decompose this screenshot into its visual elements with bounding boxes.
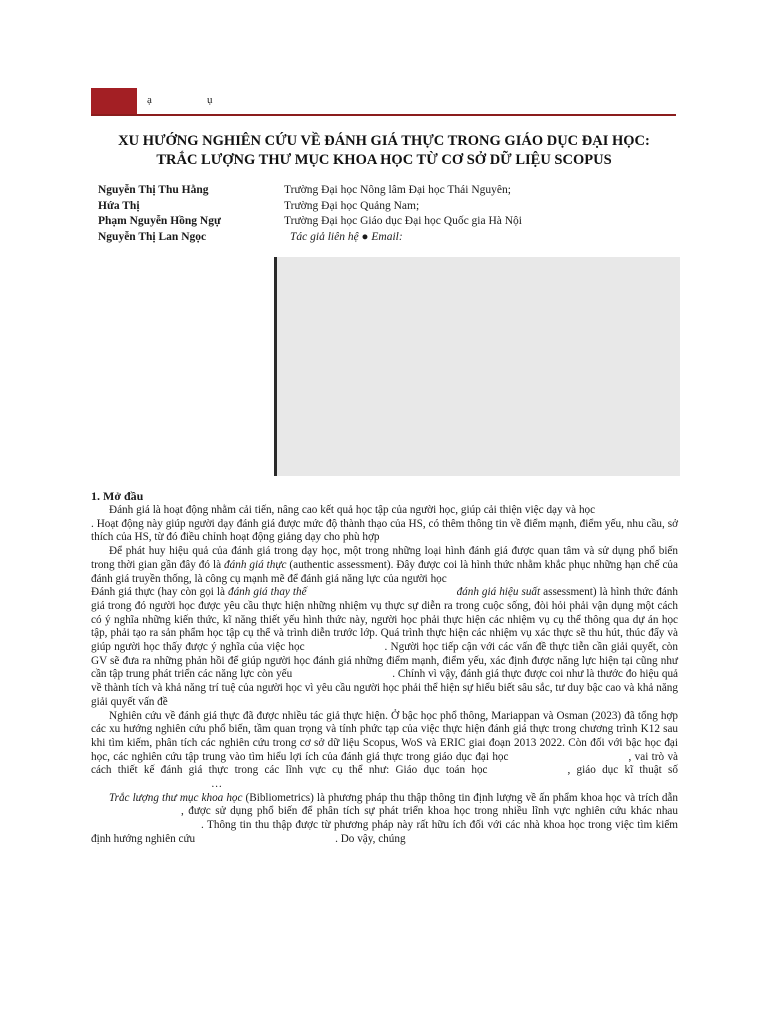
- author-names: [98, 183, 221, 245]
- article-body: [91, 504, 678, 847]
- paragraph: [91, 545, 678, 586]
- text-run: . Do vậy, chúng: [335, 832, 406, 845]
- author-name: Hứa Thị: [98, 199, 140, 212]
- text-run: hình thức này, người học phải thực hiện các nhiệm vụ cụ thể thông qua dự án học tập, phải tạo ra sản phẩm học tập cụ thể và trình diễn trước lớp. Quá trình thực hiện các nhiệm vụ xác thực sẽ thu hút, thúc đẩy và giúp người học thấy được ý nghĩa của việc học: [91, 613, 679, 654]
- author-name: Nguyễn Thị Lan Ngọc: [98, 230, 207, 243]
- section-heading: 1. Mở đầu: [91, 489, 144, 503]
- affiliation: Trường Đại học Quảng Nam;: [284, 199, 420, 212]
- text-run: . Hoạt động này giúp người dạy đánh giá được mức độ thành thạo của HS, có thêm thông tin về điểm mạnh, điểm yếu, nhu cầu, sở thích của HS, từ đó điều chỉnh hoạt động giảng dạy cho phù hợp: [91, 517, 678, 544]
- text-run: Nghiên cứu về đánh giá thực đã được nhiều tác giả thực hiện. Ở bậc học phổ thông, Mariappan và Osman (2023) đã tổng hợp các xu hướng nghiên cứu phổ biến, tầm quan trọng và tính phức tạp của việc thực hiện đánh giá thực trong chương trình K12 sau khi tìm kiếm, phân tích các nghiên cứu trong cơ sở dữ liệu Scopus, WoS và ERIC giai đoạn 2013 2022. Còn đối với bậc học đại học, các nghiên cứu tập trung vào tìm hiểu lợi ích của đánh giá thực trong giáo dục đại học: [91, 709, 678, 763]
- text-run: . Chính vì vậy, đánh giá thực được coi như là thước đo hiệu quả về thành tích và khả năng trí tuệ của người học vì yêu cầu người học phải thể hiện sự hiểu biết sâu sắc, tư duy bậc cao và khả năng giải quyết vấn đề: [91, 668, 678, 708]
- text-run: . Người học tiếp cận với các vấn đề thực tiễn cần giải quyết, còn GV sẽ đưa ra những phản hồi để giúp người học đánh giá những điểm mạnh, điểm yếu, xác định được năng lực hiện tại cũng như cần tập trung phát triển các năng lực còn yếu: [91, 641, 678, 681]
- corresponding-author-note: Tác giả liên hệ ● Email:: [290, 230, 403, 243]
- text-run: Đánh giá thực (hay còn gọi là: [91, 586, 228, 599]
- text-run: . Thông tin thu thập được từ phương pháp này rất hữu ích đối với các nhà khoa học trong việc tìm kiếm định hướng nghiên cứu: [91, 819, 678, 845]
- emphasis: đánh giá thực: [224, 558, 287, 571]
- article-title: [80, 132, 688, 170]
- title-line-2: TRẮC LƯỢNG THƯ MỤC KHOA HỌC TỪ CƠ SỞ DỮ LIỆU SCOPUS: [156, 152, 612, 168]
- text-run: (Bibliometrics) là phương pháp thu thập thông tin định lượng về ấn phẩm khoa học và trích dẫn: [242, 791, 678, 804]
- affiliation: Trường Đại học Nông lâm Đại học Thái Nguyên;: [284, 184, 511, 196]
- paragraph: [91, 504, 678, 545]
- text-run: (authentic assessment). Đây được coi là hình thức nhằm khắc phục những hạn chế của đánh giá truyền thống, là công cụ mạnh mẽ để đánh giá năng lực của người học: [91, 558, 678, 585]
- header-accent-block: [91, 88, 137, 114]
- paragraph: [91, 710, 678, 792]
- text-run: Để phát huy hiệu quả của đánh giá trong dạy học, một trong những loại hình đánh giá được quan tâm và sử dụng phổ biến trong thời gian gần đây đó là: [91, 545, 678, 571]
- emphasis: Trắc lượng thư mục khoa học: [109, 791, 243, 804]
- emphasis: đánh giá hiệu suất: [456, 586, 541, 599]
- header-right-text: ụ: [207, 94, 213, 106]
- affiliation: Trường Đại học Giáo dục Đại học Quốc gia Hà Nội: [284, 215, 523, 227]
- text-run: …: [211, 778, 223, 791]
- paragraph: [91, 792, 678, 847]
- abstract-box: [274, 257, 680, 476]
- text-run: , được sử dụng phổ biến để phân tích sự phát triển khoa học trong nhiều lĩnh vực nghiên cứu khác nhau: [181, 805, 678, 818]
- author-name: Phạm Nguyễn Hồng Ngự: [98, 215, 221, 227]
- text-run: Đánh giá là hoạt động nhằm cải tiến, nâng cao kết quả học tập của người học, giúp cải thiện việc dạy và học: [109, 504, 596, 516]
- text-run: , giáo dục kĩ thuật số: [567, 764, 678, 777]
- text-run: assessment) là hình thức đánh giá trong đó người học được yêu cầu thực hiện những nhiệm vụ thực sự diễn ra trong cuộc sống, đòi hỏi phải vận dụng một cách có ý nghĩa những kiến thức, kĩ năng thiết yếu: [91, 586, 678, 626]
- text-run: , vai trò và cách thiết kế đánh giá thực trong các lĩnh vực cụ thể như: Giáo dục toán học: [91, 750, 678, 777]
- header-left-text: ạ: [147, 94, 152, 106]
- journal-header-bar: [91, 88, 676, 116]
- author-affiliations: [284, 183, 522, 245]
- emphasis: đánh giá thay thế: [227, 586, 307, 599]
- title-line-1: XU HƯỚNG NGHIÊN CỨU VỀ ĐÁNH GIÁ THỰC TRONG GIÁO DỤC ĐẠI HỌC:: [118, 133, 650, 149]
- author-name: Nguyễn Thị Thu Hằng: [98, 184, 209, 196]
- paragraph: [91, 586, 678, 709]
